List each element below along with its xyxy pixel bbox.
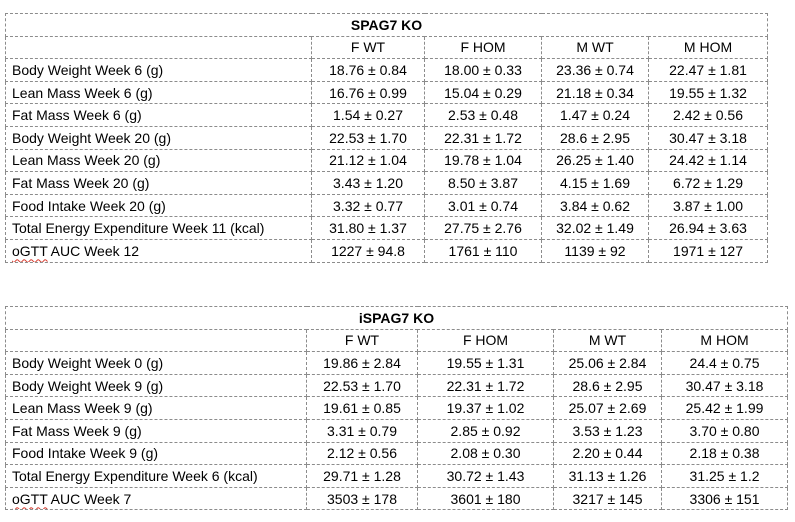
value-cell: 28.6 ± 2.95	[542, 126, 649, 149]
column-header: F WT	[307, 329, 418, 352]
value-cell: 28.6 ± 2.95	[554, 374, 662, 397]
value-cell: 1227 ± 94.8	[312, 239, 425, 262]
value-cell: 23.36 ± 0.74	[542, 59, 649, 82]
table-row	[6, 81, 768, 104]
value-cell: 2.18 ± 0.38	[662, 442, 788, 465]
row-label	[6, 352, 307, 375]
row-label	[6, 59, 312, 82]
row-label	[6, 419, 307, 442]
value-cell: 21.18 ± 0.34	[542, 81, 649, 104]
value-cell: 26.94 ± 3.63	[649, 217, 768, 240]
value-cell: 3.43 ± 1.20	[312, 172, 425, 195]
row-label-text: Lean Mass Week 9 (g)	[12, 400, 153, 417]
row-label-text: Body Weight Week 20 (g)	[12, 129, 172, 146]
value-cell: 1.54 ± 0.27	[312, 104, 425, 127]
table-row	[6, 104, 768, 127]
row-label	[6, 397, 307, 420]
value-cell: 2.53 ± 0.48	[425, 104, 542, 127]
value-cell: 3.84 ± 0.62	[542, 194, 649, 217]
row-label	[6, 104, 312, 127]
spag7-ko-table	[5, 13, 768, 263]
table-row	[6, 397, 788, 420]
table-row	[6, 487, 788, 510]
table-header-row	[6, 329, 788, 352]
column-header: F HOM	[425, 36, 542, 59]
row-label-text: Body Weight Week 6 (g)	[12, 61, 164, 78]
value-cell: 3.70 ± 0.80	[662, 419, 788, 442]
table-body	[6, 14, 768, 263]
row-label-text: AUC Week 12	[47, 242, 140, 259]
value-cell: 24.42 ± 1.14	[649, 149, 768, 172]
value-cell: 1139 ± 92	[542, 239, 649, 262]
table-row	[6, 374, 788, 397]
table-title-row	[6, 307, 788, 330]
header-cell-empty	[6, 36, 312, 59]
value-cell: 3.87 ± 1.00	[649, 194, 768, 217]
column-header: M WT	[542, 36, 649, 59]
row-label	[6, 487, 307, 510]
row-label	[6, 81, 312, 104]
value-cell: 2.08 ± 0.30	[418, 442, 554, 465]
row-label-text: Food Intake Week 9 (g)	[12, 445, 159, 462]
value-cell: 19.61 ± 0.85	[307, 397, 418, 420]
row-label-text: Body Weight Week 0 (g)	[12, 354, 164, 371]
value-cell: 1761 ± 110	[425, 239, 542, 262]
row-label	[6, 374, 307, 397]
table-row	[6, 149, 768, 172]
row-label-text: Body Weight Week 9 (g)	[12, 377, 164, 394]
row-label	[6, 149, 312, 172]
table-title: SPAG7 KO	[6, 14, 768, 37]
column-header: F HOM	[418, 329, 554, 352]
value-cell: 21.12 ± 1.04	[312, 149, 425, 172]
ispag7-ko-table	[5, 306, 788, 510]
value-cell: 3601 ± 180	[418, 487, 554, 510]
value-cell: 15.04 ± 0.29	[425, 81, 542, 104]
value-cell: 6.72 ± 1.29	[649, 172, 768, 195]
value-cell: 4.15 ± 1.69	[542, 172, 649, 195]
row-label-text: AUC Week 7	[47, 490, 132, 507]
column-header: M WT	[554, 329, 662, 352]
value-cell: 22.31 ± 1.72	[418, 374, 554, 397]
column-header: F WT	[312, 36, 425, 59]
table-body	[6, 307, 788, 510]
table-row	[6, 352, 788, 375]
value-cell: 25.06 ± 2.84	[554, 352, 662, 375]
value-cell: 29.71 ± 1.28	[307, 465, 418, 488]
value-cell: 19.55 ± 1.31	[418, 352, 554, 375]
row-label	[6, 194, 312, 217]
value-cell: 19.86 ± 2.84	[307, 352, 418, 375]
value-cell: 27.75 ± 2.76	[425, 217, 542, 240]
table-row	[6, 419, 788, 442]
value-cell: 26.25 ± 1.40	[542, 149, 649, 172]
value-cell: 18.76 ± 0.84	[312, 59, 425, 82]
table-row	[6, 239, 768, 262]
value-cell: 3.32 ± 0.77	[312, 194, 425, 217]
row-label	[6, 217, 312, 240]
value-cell: 16.76 ± 0.99	[312, 81, 425, 104]
value-cell: 22.31 ± 1.72	[425, 126, 542, 149]
value-cell: 2.85 ± 0.92	[418, 419, 554, 442]
value-cell: 30.72 ± 1.43	[418, 465, 554, 488]
value-cell: 22.47 ± 1.81	[649, 59, 768, 82]
row-label-text: oGTT	[12, 490, 48, 507]
row-label-text: Fat Mass Week 20 (g)	[12, 174, 150, 191]
row-label-text: Total Energy Expenditure Week 11 (kcal)	[12, 220, 265, 237]
table-row	[6, 217, 768, 240]
table-row	[6, 126, 768, 149]
value-cell: 19.78 ± 1.04	[425, 149, 542, 172]
table-row	[6, 194, 768, 217]
column-header: M HOM	[649, 36, 768, 59]
header-cell-empty	[6, 329, 307, 352]
row-label-text: Lean Mass Week 20 (g)	[12, 152, 161, 169]
row-label-text: Food Intake Week 20 (g)	[12, 197, 166, 214]
row-label-text: Lean Mass Week 6 (g)	[12, 84, 153, 101]
table-header-row	[6, 36, 768, 59]
row-label-text	[12, 243, 139, 259]
value-cell: 3.31 ± 0.79	[307, 419, 418, 442]
row-label	[6, 465, 307, 488]
value-cell: 1.47 ± 0.24	[542, 104, 649, 127]
value-cell: 31.13 ± 1.26	[554, 465, 662, 488]
value-cell: 19.55 ± 1.32	[649, 81, 768, 104]
value-cell: 25.07 ± 2.69	[554, 397, 662, 420]
row-label-text	[12, 491, 131, 507]
value-cell: 1971 ± 127	[649, 239, 768, 262]
value-cell: 22.53 ± 1.70	[312, 126, 425, 149]
value-cell: 3.01 ± 0.74	[425, 194, 542, 217]
row-label	[6, 442, 307, 465]
value-cell: 2.42 ± 0.56	[649, 104, 768, 127]
value-cell: 32.02 ± 1.49	[542, 217, 649, 240]
value-cell: 30.47 ± 3.18	[649, 126, 768, 149]
value-cell: 30.47 ± 3.18	[662, 374, 788, 397]
column-header: M HOM	[662, 329, 788, 352]
table-row	[6, 59, 768, 82]
row-label-text: oGTT	[12, 242, 48, 259]
table-title: iSPAG7 KO	[6, 307, 788, 330]
value-cell: 31.80 ± 1.37	[312, 217, 425, 240]
value-cell: 31.25 ± 1.2	[662, 465, 788, 488]
row-label	[6, 239, 312, 262]
table-row	[6, 465, 788, 488]
value-cell: 8.50 ± 3.87	[425, 172, 542, 195]
value-cell: 3503 ± 178	[307, 487, 418, 510]
row-label-text: Fat Mass Week 9 (g)	[12, 422, 142, 439]
value-cell: 22.53 ± 1.70	[307, 374, 418, 397]
value-cell: 3306 ± 151	[662, 487, 788, 510]
row-label-text: Fat Mass Week 6 (g)	[12, 107, 142, 124]
row-label	[6, 126, 312, 149]
value-cell: 25.42 ± 1.99	[662, 397, 788, 420]
value-cell: 19.37 ± 1.02	[418, 397, 554, 420]
value-cell: 2.12 ± 0.56	[307, 442, 418, 465]
row-label	[6, 172, 312, 195]
table-title-row	[6, 14, 768, 37]
table-row	[6, 172, 768, 195]
value-cell: 3217 ± 145	[554, 487, 662, 510]
value-cell: 24.4 ± 0.75	[662, 352, 788, 375]
row-label-text: Total Energy Expenditure Week 6 (kcal)	[12, 467, 258, 484]
table-row	[6, 442, 788, 465]
value-cell: 18.00 ± 0.33	[425, 59, 542, 82]
value-cell: 2.20 ± 0.44	[554, 442, 662, 465]
value-cell: 3.53 ± 1.23	[554, 419, 662, 442]
